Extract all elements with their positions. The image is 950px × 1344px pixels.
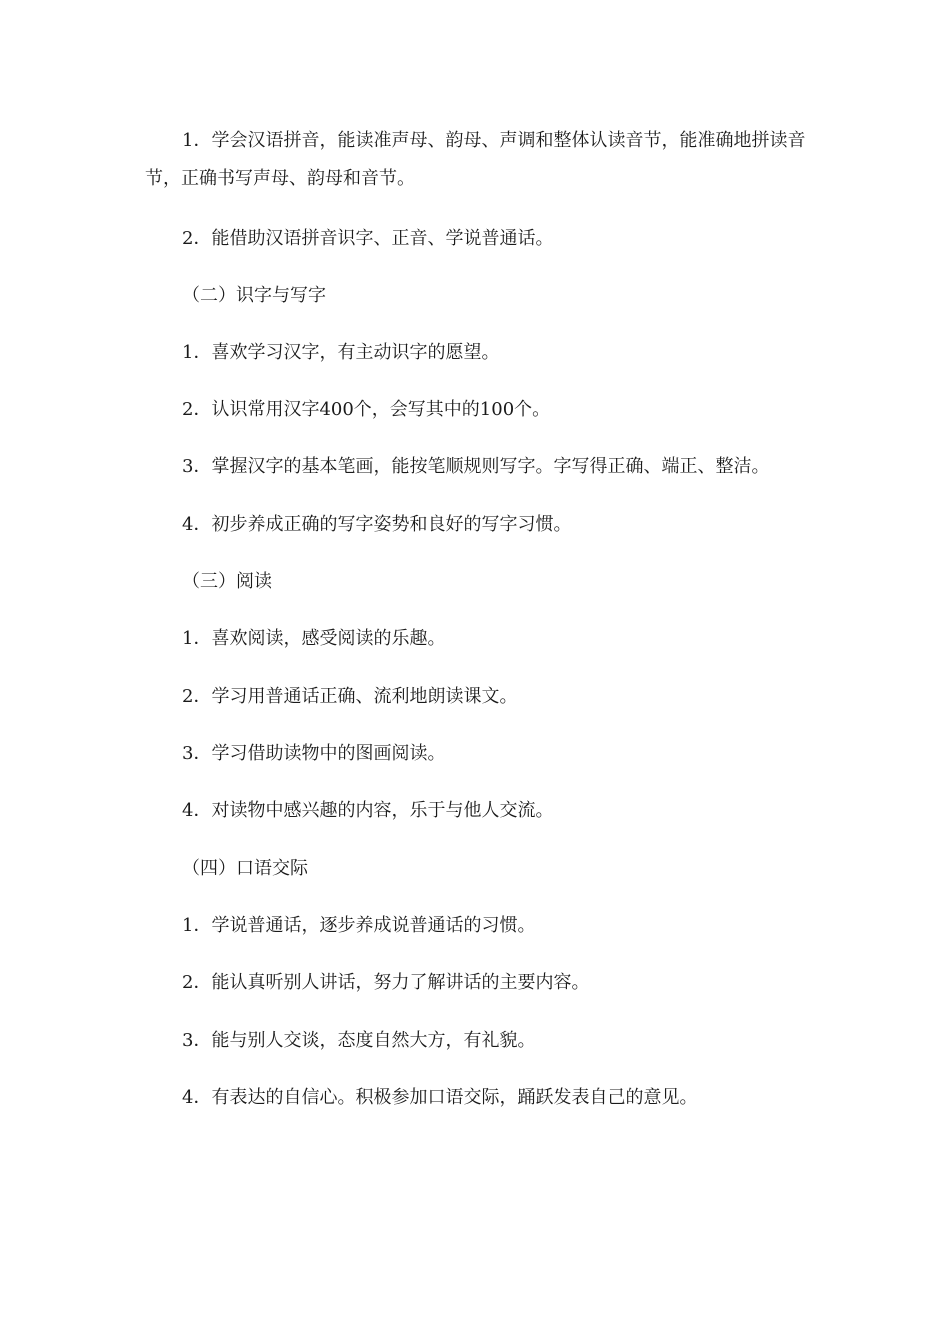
paragraph-oral-1: 1．学说普通话，逐步养成说普通话的习惯。 [182, 915, 536, 936]
paragraph-pinyin-2: 2．能借助汉语拼音识字、正音、学说普通话。 [182, 228, 554, 249]
paragraph-reading-2: 2．学习用普通话正确、流利地朗读课文。 [182, 686, 518, 707]
section-heading-oral: （四）口语交际 [182, 858, 308, 879]
section-heading-reading: （三）阅读 [182, 571, 272, 592]
paragraph-reading-4: 4．对读物中感兴趣的内容，乐于与他人交流。 [182, 800, 554, 821]
paragraph-pinyin-1: 1．学会汉语拼音，能读准声母、韵母、声调和整体认读音节，能准确地拼读音节，正确书写声母、韵母和音节。 [145, 130, 806, 189]
paragraph-reading-3: 3．学习借助读物中的图画阅读。 [182, 743, 446, 764]
paragraph-literacy-1: 1．喜欢学习汉字，有主动识字的愿望。 [182, 342, 500, 363]
paragraph-oral-4: 4．有表达的自信心。积极参加口语交际，踊跃发表自己的意见。 [182, 1087, 698, 1108]
paragraph-oral-2: 2．能认真听别人讲话，努力了解讲话的主要内容。 [182, 972, 590, 993]
paragraph-oral-3: 3．能与别人交谈，态度自然大方，有礼貌。 [182, 1030, 536, 1051]
paragraph-reading-1: 1．喜欢阅读，感受阅读的乐趣。 [182, 628, 446, 649]
section-heading-literacy: （二）识字与写字 [182, 285, 326, 306]
paragraph-literacy-3: 3．掌握汉字的基本笔画，能按笔顺规则写字。字写得正确、端正、整洁。 [182, 456, 770, 477]
paragraph-literacy-4: 4．初步养成正确的写字姿势和良好的写字习惯。 [182, 514, 572, 535]
paragraph-literacy-2: 2．认识常用汉字400个，会写其中的100个。 [182, 399, 551, 420]
